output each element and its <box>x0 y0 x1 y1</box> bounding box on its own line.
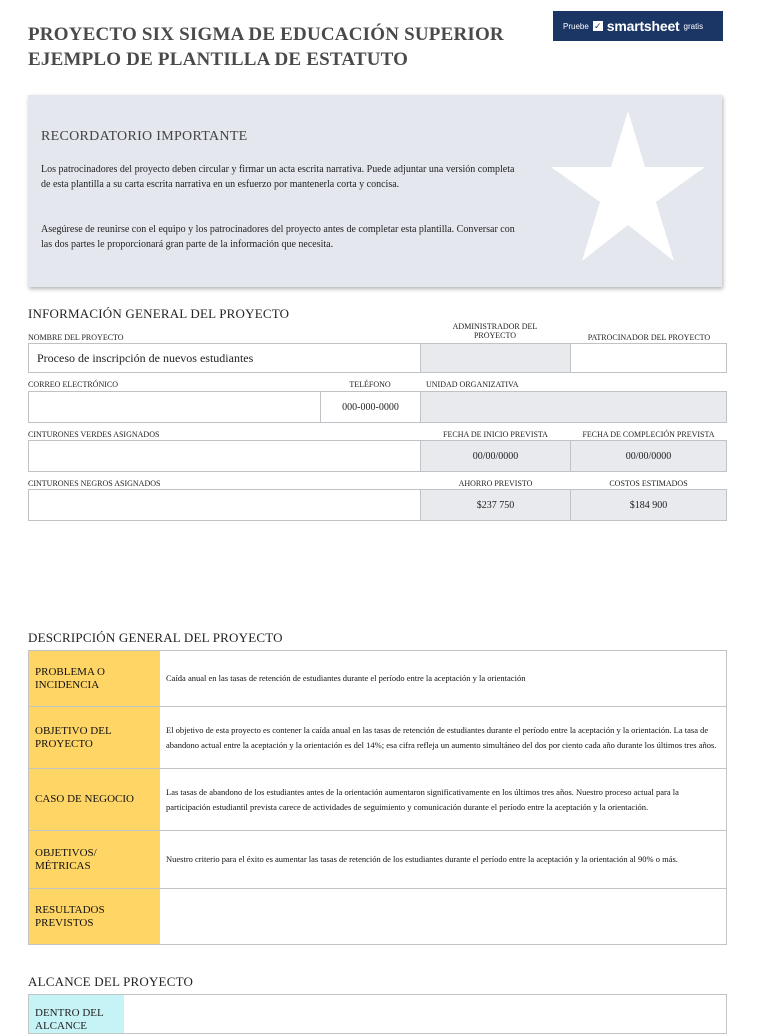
email-label: CORREO ELECTRÓNICO <box>28 380 118 389</box>
reminder-paragraph-1: Los patrocinadores del proyecto deben circular y firmar un acta escrita narrativa. Puede adjuntar una versión completa de esta plantilla a su carta escrita narrativa en un esfuerzo por mantenerla corta y concisa. <box>41 164 515 190</box>
green-belts-label: CINTURONES VERDES ASIGNADOS <box>28 430 160 439</box>
savings-field[interactable] <box>420 489 571 521</box>
smartsheet-trial-badge[interactable] <box>553 11 723 41</box>
sponsor-label: PATROCINADOR DEL PROYECTO <box>587 333 711 342</box>
project-name-field[interactable] <box>28 343 421 373</box>
page-title <box>28 22 504 72</box>
phone-value: 000-000-0000 <box>342 401 399 413</box>
costs-label: COSTOS ESTIMADOS <box>609 479 688 488</box>
in-scope-text[interactable] <box>124 995 726 1033</box>
admin-label: ADMINISTRADOR DEL PROYECTO <box>452 322 538 340</box>
admin-field[interactable] <box>420 343 571 373</box>
start-date-value: 00/00/0000 <box>472 450 519 462</box>
savings-label: AHORRO PREVISTO <box>458 479 533 488</box>
phone-field[interactable] <box>320 391 421 423</box>
table-row <box>28 831 727 889</box>
end-date-field[interactable] <box>570 440 727 472</box>
general-info-heading: INFORMACIÓN GENERAL DEL PROYECTO <box>28 306 290 321</box>
metrics-text[interactable]: Nuestro criterio para el éxito es aumentar las tasas de retención de los estudiantes durante el período entre la aceptación y la orientación al 90% o más. <box>160 831 726 888</box>
table-row <box>28 707 727 769</box>
business-case-label: CASO DE NEGOCIO <box>29 769 160 830</box>
org-unit-label: UNIDAD ORGANIZATIVA <box>426 380 519 389</box>
sponsor-field[interactable] <box>570 343 727 373</box>
black-belts-field[interactable] <box>28 489 421 521</box>
badge-post-text: gratis <box>683 21 704 31</box>
objective-label: OBJETIVO DEL PROYECTO <box>29 707 160 768</box>
smartsheet-logo-icon: ✓ <box>594 21 602 31</box>
description-table <box>28 650 727 945</box>
scope-table <box>28 994 727 1034</box>
costs-field[interactable] <box>570 489 727 521</box>
reminder-box <box>28 95 722 287</box>
badge-pre-text: Pruebe <box>563 21 589 31</box>
metrics-label: OBJETIVOS/ MÉTRICAS <box>29 831 160 888</box>
end-date-label: FECHA DE COMPLECIÓN PREVISTA <box>582 430 715 439</box>
expected-results-text[interactable] <box>160 889 726 944</box>
costs-value: $184 900 <box>629 499 668 511</box>
objective-text[interactable]: El objetivo de esta proyecto es contener la caída anual en las tasas de retención de estudiantes durante el período entre la aceptación y la orientación. La tasa de abandono actual entre la aceptación y la orientación es del 14%; esa cifra refleja un aumento simultáneo del dos por ciento cada año durante los últimos tres años. <box>160 707 726 768</box>
reminder-heading: RECORDATORIO IMPORTANTE <box>41 129 248 144</box>
start-date-label: FECHA DE INICIO PREVISTA <box>443 430 548 439</box>
in-scope-label: DENTRO DEL ALCANCE <box>29 995 124 1033</box>
phone-label: TELÉFONO <box>349 380 391 389</box>
black-belts-label: CINTURONES NEGROS ASIGNADOS <box>28 479 161 488</box>
savings-value: $237 750 <box>476 499 515 511</box>
project-name-label: NOMBRE DEL PROYECTO <box>28 333 124 342</box>
green-belts-field[interactable] <box>28 440 421 472</box>
start-date-field[interactable] <box>420 440 571 472</box>
reminder-paragraph-2: Asegúrese de reunirse con el equipo y los patrocinadores del proyecto antes de completar esta plantilla. Conversar con las dos partes le proporcionará gran parte de la información que necesita. <box>41 224 515 250</box>
problem-text[interactable]: Caída anual en las tasas de retención de estudiantes durante el período entre la aceptación y la orientación <box>160 651 726 706</box>
badge-brand-text: smartsheet <box>606 18 680 34</box>
table-row <box>28 650 727 707</box>
title-line-1: PROYECTO SIX SIGMA DE EDUCACIÓN SUPERIOR <box>28 24 504 45</box>
description-heading: DESCRIPCIÓN GENERAL DEL PROYECTO <box>28 630 283 645</box>
expected-results-label: RESULTADOS PREVISTOS <box>29 889 160 944</box>
title-line-2: EJEMPLO DE PLANTILLA DE ESTATUTO <box>28 49 409 70</box>
table-row <box>28 769 727 831</box>
end-date-value: 00/00/0000 <box>625 450 672 462</box>
email-field[interactable] <box>28 391 321 423</box>
business-case-text[interactable]: Las tasas de abandono de los estudiantes antes de la orientación aumentaron significativamente en los últimos tres años. Nuestro proceso actual para la participación estudiantil prevista carece de actividades de seguimiento y comunicación durante el período entre la aceptación y la orientación. <box>160 769 726 830</box>
org-unit-field[interactable] <box>420 391 727 423</box>
problem-label: PROBLEMA O INCIDENCIA <box>29 651 160 706</box>
scope-heading: ALCANCE DEL PROYECTO <box>28 974 194 989</box>
project-name-value: Proceso de inscripción de nuevos estudiantes <box>37 350 254 365</box>
table-row <box>28 889 727 945</box>
star-icon <box>548 109 708 269</box>
